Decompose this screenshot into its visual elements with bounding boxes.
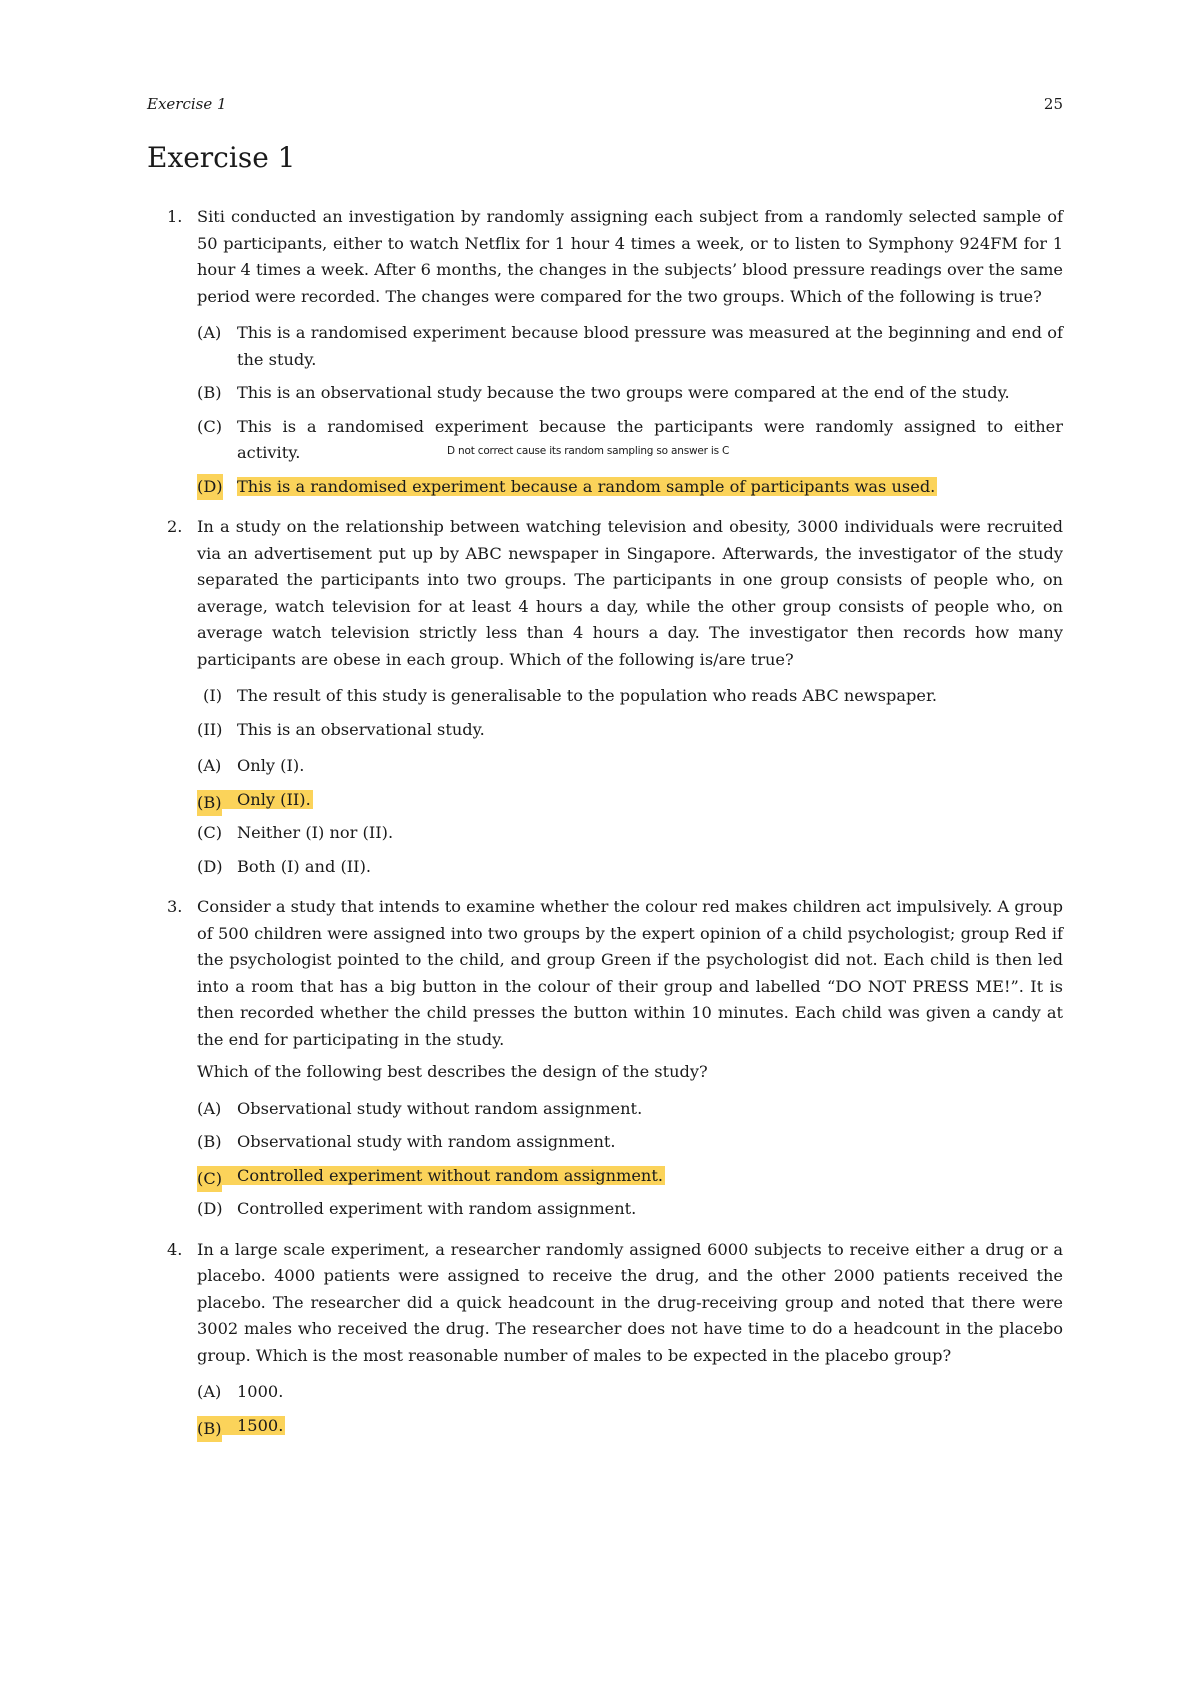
option-text: 1000.: [237, 1382, 284, 1401]
option-text: This is a randomised experiment because blood pressure was measured at the beginning and end of the study.: [237, 323, 1063, 369]
option-c: [197, 1163, 1063, 1190]
option-text: This is a randomised experiment because the participants were randomly assigned to either activity.: [237, 416, 1063, 462]
question-text: In a study on the relationship between watching television and obesity, 3000 individuals were recruited via an advertisement put up by ABC newspaper in Singapore. Afterwards, the investigator of the study separated the participants into two groups. The participants in one group consists of people who, on average, watch television for at least 4 hours a day, while the other group consists of people who, on average watch television strictly less than 4 hours a day. The investigator then records how many participants are obese in each group. Which of the following is/are true?: [197, 517, 1063, 669]
question-followup: Which of the following best describes the design of the study?: [197, 1062, 708, 1081]
option-label: (A): [197, 1098, 222, 1118]
option-label: (A): [197, 756, 222, 775]
option-a: [197, 1379, 1063, 1406]
option-b: [197, 787, 1063, 814]
option-a: [197, 753, 1063, 780]
highlighted-answer: [197, 476, 937, 496]
exercise-title: Exercise 1: [147, 141, 296, 174]
option-label: (C): [197, 416, 223, 436]
option-label: (A): [197, 1382, 222, 1401]
option-d: [197, 1196, 1063, 1223]
option-b: [197, 1129, 1063, 1156]
exercise-content: [147, 204, 1063, 1453]
option-d: [197, 474, 1063, 501]
question-1: [147, 204, 1063, 500]
highlighted-answer: [197, 789, 313, 812]
option-text: Controlled experiment with random assignment.: [237, 1199, 637, 1218]
statement-i: [197, 683, 1063, 710]
option-label: (C): [197, 1166, 222, 1193]
option-label: (B): [197, 1132, 222, 1151]
option-c: [197, 414, 1063, 467]
highlighted-answer: [197, 1415, 285, 1438]
question-4: [147, 1237, 1063, 1440]
option-b: [197, 380, 1063, 407]
option-text: Neither (I) nor (II).: [237, 823, 394, 842]
option-label: (B): [197, 1416, 222, 1443]
statement-ii: [197, 717, 1063, 744]
option-label: (D): [197, 1199, 223, 1218]
question-number: 1.: [167, 207, 183, 226]
question-text: In a large scale experiment, a researcher randomly assigned 6000 subjects to receive either a drug or a placebo. 4000 patients were assigned to receive the drug, and the other 2000 patients received the placebo. The researcher did a quick headcount in the drug-receiving group and noted that there were 3002 males who received the drug. The researcher does not have time to do a headcount in the placebo group. Which is the most reasonable number of males to be expected in the placebo group?: [197, 1239, 1063, 1365]
option-text: This is a randomised experiment because a random sample of participants was used.: [237, 476, 936, 496]
option-label: (C): [197, 823, 223, 842]
option-b: [197, 1413, 1063, 1440]
question-number: 3.: [167, 897, 183, 916]
answer-options: [197, 320, 1063, 500]
option-a: [197, 320, 1063, 373]
question-number: 2.: [167, 517, 183, 536]
option-text: This is an observational study because the two groups were compared at the end of the study.: [237, 383, 1010, 402]
statement-list: [197, 683, 1063, 743]
option-a: [197, 1096, 1063, 1123]
option-text: Observational study without random assignment.: [237, 1098, 643, 1118]
option-label: (B): [197, 790, 222, 817]
statement-text: This is an observational study.: [237, 719, 485, 739]
question-2: [147, 514, 1063, 880]
page-number: 25: [1043, 95, 1063, 113]
question-text: Siti conducted an investigation by randomly assigning each subject from a randomly selected sample of 50 participants, either to watch Netflix for 1 hour 4 times a week, or to listen to Symphony 924FM for 1 hour 4 times a week. After 6 months, the changes in the subjects’ blood pressure readings over the same period were recorded. The changes were compared for the two groups. Which of the following is true?: [197, 207, 1063, 306]
option-label: (A): [197, 323, 222, 342]
answer-options: [197, 1096, 1063, 1223]
question-number: 4.: [167, 1239, 183, 1259]
question-3: [147, 894, 1063, 1223]
option-text: Only (II).: [237, 789, 311, 809]
highlighted-answer: [197, 1165, 665, 1188]
header-section-title: Exercise 1: [147, 95, 227, 113]
statement-text: The result of this study is generalisable to the population who reads ABC newspaper.: [237, 686, 938, 705]
option-d: [197, 854, 1063, 881]
option-label: (B): [197, 383, 222, 402]
option-c: [197, 820, 1063, 847]
option-label: (D): [197, 474, 223, 501]
statement-label: (II): [197, 719, 223, 739]
answer-options: [197, 753, 1063, 880]
option-text: Only (I).: [237, 756, 305, 775]
statement-label: (I): [203, 686, 223, 705]
option-text: Both (I) and (II).: [237, 856, 372, 876]
option-text: Controlled experiment without random assignment.: [237, 1165, 663, 1185]
handwritten-annotation: D not correct cause its random sampling so answer is C: [447, 445, 730, 457]
question-text: Consider a study that intends to examine whether the colour red makes children act impulsively. A group of 500 children were assigned into two groups by the expert opinion of a child psychologist; group Red if the psychologist pointed to the child, and group Green if the psychologist did not. Each child is then led into a room that has a big button in the colour of their group and labelled “DO NOT PRESS ME!”. It is then recorded whether the child presses the button within 10 minutes. Each child was given a candy at the end for participating in the study.: [197, 897, 1063, 1049]
option-text: 1500.: [237, 1415, 284, 1435]
option-text: Observational study with random assignment.: [237, 1132, 616, 1151]
option-label: (D): [197, 856, 223, 876]
answer-options: [197, 1379, 1063, 1439]
